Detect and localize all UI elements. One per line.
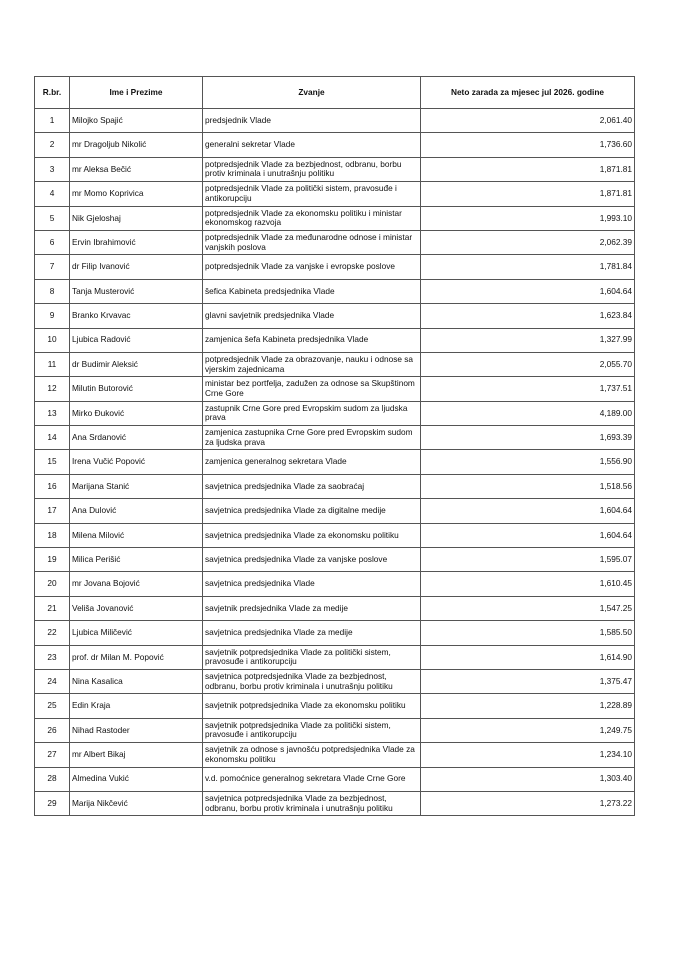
person-name: dr Filip Ivanović — [70, 255, 203, 279]
row-number: 1 — [35, 109, 70, 133]
table-row — [35, 157, 635, 181]
job-title: glavni savjetnik predsjednika Vlade — [203, 304, 421, 328]
table-row — [35, 182, 635, 206]
net-salary: 1,693.39 — [421, 426, 635, 450]
job-title: savjetnik potpredsjednika Vlade za politički sistem, pravosuđe i antikorupciju — [203, 718, 421, 742]
row-number: 11 — [35, 352, 70, 376]
net-salary: 1,623.84 — [421, 304, 635, 328]
row-number: 2 — [35, 133, 70, 157]
table-row — [35, 645, 635, 669]
job-title: savjetnica predsjednika Vlade — [203, 572, 421, 596]
person-name: Irena Vučić Popović — [70, 450, 203, 474]
person-name: mr Jovana Bojović — [70, 572, 203, 596]
person-name: Ana Srdanović — [70, 426, 203, 450]
row-number: 3 — [35, 157, 70, 181]
person-name: Ljubica Radović — [70, 328, 203, 352]
job-title: potpredsjednik Vlade za bezbjednost, odbranu, borbu protiv kriminala i unutrašnju politiku — [203, 157, 421, 181]
row-number: 15 — [35, 450, 70, 474]
net-salary: 1,871.81 — [421, 157, 635, 181]
person-name: Branko Krvavac — [70, 304, 203, 328]
net-salary: 1,993.10 — [421, 206, 635, 230]
net-salary: 1,327.99 — [421, 328, 635, 352]
table-row — [35, 328, 635, 352]
row-number: 14 — [35, 426, 70, 450]
person-name: Tanja Musterović — [70, 279, 203, 303]
row-number: 29 — [35, 791, 70, 815]
row-number: 18 — [35, 523, 70, 547]
person-name: Milena Milović — [70, 523, 203, 547]
net-salary: 1,737.51 — [421, 377, 635, 401]
job-title: savjetnik potpredsjednika Vlade za ekonomsku politiku — [203, 694, 421, 718]
job-title: potpredsjednik Vlade za vanjske i evropske poslove — [203, 255, 421, 279]
table-row — [35, 791, 635, 815]
person-name: Mirko Đuković — [70, 401, 203, 425]
table-row — [35, 548, 635, 572]
row-number: 25 — [35, 694, 70, 718]
row-number: 12 — [35, 377, 70, 401]
header-salary: Neto zarada za mjesec jul 2026. godine — [421, 77, 635, 109]
table-row — [35, 694, 635, 718]
net-salary: 1,547.25 — [421, 596, 635, 620]
table-row — [35, 304, 635, 328]
table-row — [35, 499, 635, 523]
row-number: 8 — [35, 279, 70, 303]
row-number: 20 — [35, 572, 70, 596]
job-title: savjetnica potpredsjednika Vlade za bezbjednost, odbranu, borbu protiv kriminala i unutrašnju politiku — [203, 669, 421, 693]
person-name: mr Albert Bikaj — [70, 743, 203, 767]
person-name: Ana Dulović — [70, 499, 203, 523]
table-row — [35, 474, 635, 498]
header-title: Zvanje — [203, 77, 421, 109]
net-salary: 1,614.90 — [421, 645, 635, 669]
person-name: Milica Perišić — [70, 548, 203, 572]
job-title: savjetnica predsjednika Vlade za vanjske poslove — [203, 548, 421, 572]
net-salary: 2,062.39 — [421, 230, 635, 254]
row-number: 16 — [35, 474, 70, 498]
table-row — [35, 230, 635, 254]
job-title: savjetnik predsjednika Vlade za medije — [203, 596, 421, 620]
person-name: Ervin Ibrahimović — [70, 230, 203, 254]
header-name: Ime i Prezime — [70, 77, 203, 109]
job-title: savjetnik potpredsjednika Vlade za politički sistem, pravosuđe i antikorupciju — [203, 645, 421, 669]
person-name: mr Aleksa Bečić — [70, 157, 203, 181]
net-salary: 1,556.90 — [421, 450, 635, 474]
table-row — [35, 767, 635, 791]
row-number: 6 — [35, 230, 70, 254]
row-number: 23 — [35, 645, 70, 669]
net-salary: 1,604.64 — [421, 279, 635, 303]
person-name: prof. dr Milan M. Popović — [70, 645, 203, 669]
table-row — [35, 450, 635, 474]
table-row — [35, 596, 635, 620]
person-name: Nihad Rastoder — [70, 718, 203, 742]
person-name: Marijana Stanić — [70, 474, 203, 498]
net-salary: 1,736.60 — [421, 133, 635, 157]
person-name: Almedina Vukić — [70, 767, 203, 791]
person-name: mr Dragoljub Nikolić — [70, 133, 203, 157]
job-title: zamjenica generalnog sekretara Vlade — [203, 450, 421, 474]
table-row — [35, 109, 635, 133]
row-number: 26 — [35, 718, 70, 742]
job-title: savjetnica predsjednika Vlade za digitalne medije — [203, 499, 421, 523]
job-title: savjetnica predsjednika Vlade za ekonomsku politiku — [203, 523, 421, 547]
job-title: zastupnik Crne Gore pred Evropskim sudom za ljudska prava — [203, 401, 421, 425]
net-salary: 1,610.45 — [421, 572, 635, 596]
person-name: Edin Kraja — [70, 694, 203, 718]
row-number: 10 — [35, 328, 70, 352]
person-name: dr Budimir Aleksić — [70, 352, 203, 376]
table-row — [35, 206, 635, 230]
job-title: v.d. pomoćnice generalnog sekretara Vlade Crne Gore — [203, 767, 421, 791]
net-salary: 2,055.70 — [421, 352, 635, 376]
job-title: savjetnik za odnose s javnošću potpredsjednika Vlade za ekonomsku politiku — [203, 743, 421, 767]
job-title: zamjenica šefa Kabineta predsjednika Vlade — [203, 328, 421, 352]
net-salary: 1,604.64 — [421, 499, 635, 523]
net-salary: 1,585.50 — [421, 621, 635, 645]
row-number: 24 — [35, 669, 70, 693]
row-number: 9 — [35, 304, 70, 328]
job-title: potpredsjednik Vlade za ekonomsku politiku i ministar ekonomskog razvoja — [203, 206, 421, 230]
job-title: potpredsjednik Vlade za politički sistem, pravosuđe i antikorupciju — [203, 182, 421, 206]
person-name: Nik Gjeloshaj — [70, 206, 203, 230]
net-salary: 1,375.47 — [421, 669, 635, 693]
row-number: 22 — [35, 621, 70, 645]
net-salary: 1,234.10 — [421, 743, 635, 767]
table-row — [35, 669, 635, 693]
table-row — [35, 255, 635, 279]
job-title: predsjednik Vlade — [203, 109, 421, 133]
table-row — [35, 133, 635, 157]
row-number: 13 — [35, 401, 70, 425]
job-title: potpredsjednik Vlade za obrazovanje, nauku i odnose sa vjerskim zajednicama — [203, 352, 421, 376]
table-row — [35, 523, 635, 547]
net-salary: 4,189.00 — [421, 401, 635, 425]
person-name: Marija Nikčević — [70, 791, 203, 815]
job-title: zamjenica zastupnika Crne Gore pred Evropskim sudom za ljudska prava — [203, 426, 421, 450]
job-title: savjetnica predsjednika Vlade za medije — [203, 621, 421, 645]
row-number: 7 — [35, 255, 70, 279]
job-title: potpredsjednik Vlade za međunarodne odnose i ministar vanjskih poslova — [203, 230, 421, 254]
net-salary: 1,249.75 — [421, 718, 635, 742]
row-number: 17 — [35, 499, 70, 523]
job-title: generalni sekretar Vlade — [203, 133, 421, 157]
person-name: Ljubica Miličević — [70, 621, 203, 645]
net-salary: 1,228.89 — [421, 694, 635, 718]
row-number: 28 — [35, 767, 70, 791]
person-name: Milojko Spajić — [70, 109, 203, 133]
table-body — [35, 109, 635, 816]
net-salary: 1,604.64 — [421, 523, 635, 547]
header-row — [35, 77, 635, 109]
person-name: Nina Kasalica — [70, 669, 203, 693]
table-row — [35, 352, 635, 376]
salary-table — [34, 76, 635, 816]
row-number: 19 — [35, 548, 70, 572]
row-number: 4 — [35, 182, 70, 206]
table-row — [35, 572, 635, 596]
job-title: šefica Kabineta predsjednika Vlade — [203, 279, 421, 303]
table-row — [35, 718, 635, 742]
net-salary: 1,303.40 — [421, 767, 635, 791]
row-number: 21 — [35, 596, 70, 620]
person-name: mr Momo Koprivica — [70, 182, 203, 206]
table-row — [35, 377, 635, 401]
table-row — [35, 401, 635, 425]
net-salary: 1,595.07 — [421, 548, 635, 572]
net-salary: 1,273.22 — [421, 791, 635, 815]
job-title: ministar bez portfelja, zadužen za odnose sa Skupštinom Crne Gore — [203, 377, 421, 401]
net-salary: 1,781.84 — [421, 255, 635, 279]
table-row — [35, 279, 635, 303]
person-name: Milutin Butorović — [70, 377, 203, 401]
table-row — [35, 621, 635, 645]
table-header — [35, 77, 635, 109]
job-title: savjetnica predsjednika Vlade za saobraćaj — [203, 474, 421, 498]
net-salary: 2,061.40 — [421, 109, 635, 133]
table-row — [35, 426, 635, 450]
net-salary: 1,871.81 — [421, 182, 635, 206]
net-salary: 1,518.56 — [421, 474, 635, 498]
person-name: Veliša Jovanović — [70, 596, 203, 620]
table-row — [35, 743, 635, 767]
header-number: R.br. — [35, 77, 70, 109]
row-number: 5 — [35, 206, 70, 230]
row-number: 27 — [35, 743, 70, 767]
job-title: savjetnica potpredsjednika Vlade za bezbjednost, odbranu, borbu protiv kriminala i unutrašnju politiku — [203, 791, 421, 815]
